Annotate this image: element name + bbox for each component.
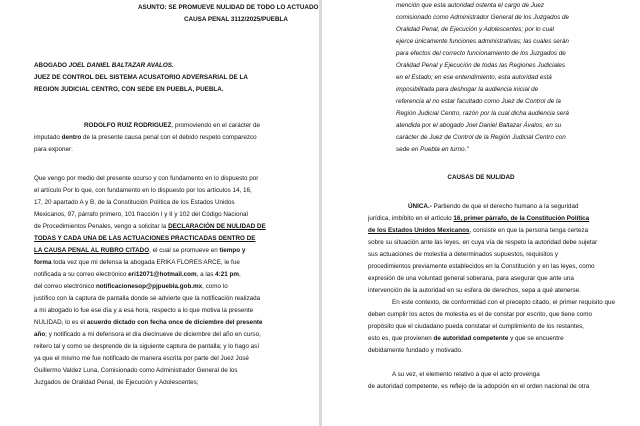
right-line-9: En este contexto, de conformidad con el precepto citado, el primer requisito que <box>392 299 615 306</box>
body-line-1: Que vengo por medio del presente ocurso y con fundamento en lo dispuesto por <box>34 175 259 182</box>
body-text-7b: , el cual se promueve en <box>149 247 220 254</box>
intro-line-2 <box>34 134 257 142</box>
quote-line-4: ejerce únicamente funciones administrativas; las cuales serán <box>396 38 569 45</box>
right-line-15: de autoridad competente, es reflejo de la adopción en el orden nacional de otra <box>368 383 590 390</box>
quote-line-7: en el Estado; en ese entendimiento, esta autoridad está <box>396 74 552 81</box>
body-line-14 <box>34 331 261 339</box>
body-line-5 <box>34 223 266 231</box>
intro-text-1: , promoviendo en el carácter de <box>171 122 261 129</box>
right-text-2a: jurídica, imbíbito en el artículo <box>368 215 454 222</box>
addressee-line-2: JUEZ DE CONTROL DEL SISTEMA ACUSATORIO ADVERSARIAL DE LA <box>34 74 248 81</box>
quote-line-3: Oralidad Penal, de Ejecución y Adolescentes; por lo cual <box>396 26 554 33</box>
right-line-12 <box>368 335 564 343</box>
acuerdo-text: acuerdo dictado con fecha once de diciembre del presente <box>86 319 263 326</box>
quote-line-9: referencia al no estar facultado como Juez de Control de la <box>396 98 561 105</box>
quote-line-11: atendida por el abogado Joel Daniel Baltazar Ávalos, en su <box>396 122 562 129</box>
right-text-12a: esto es, que provienen <box>368 335 434 342</box>
autoridad-competente: de autoridad competente <box>433 335 509 342</box>
body-text-8b: toda vez que mi defensa la abogada ERIKA FLORES ARCE, le fue <box>51 259 240 266</box>
quote-line-5: para efectos del correcto funcionamiento de los Juzgados de <box>396 50 566 57</box>
nulidad-heading-c: LA CAUSA PENAL AL RUBRO CITADO <box>34 247 150 254</box>
quote-line-2: comisionado como Administrador General de los Juzgados de <box>396 14 570 21</box>
left-document-page <box>0 0 319 426</box>
body-text-9e: , <box>238 271 241 278</box>
body-line-17: Guillermo Valdez Luna, Comisionado como Administrador General de los <box>34 367 238 374</box>
body-line-18: Juzgados de Oralidad Penal, de Ejecución y Adolescentes; <box>34 379 199 386</box>
body-text-10a: del correo electrónico <box>34 283 96 290</box>
constitution-ref: de los Estados Unidos Mexicanos <box>368 227 470 234</box>
addressee-line-3: REGION JUDICIAL CENTRO, CON SEDE EN PUEBLA, PUEBLA. <box>34 86 224 93</box>
email-court: notificacionesop@pjpuebla.gob.mx <box>95 283 203 290</box>
right-line-11: propósito que el ciudadano pueda constatar el cumplimiento de los restantes, <box>368 323 584 330</box>
right-line-14: A su vez, el elemento relativo a que el acto provenga <box>392 371 540 378</box>
body-line-4: Mexicanos, 97, párrafo primero, 101 fracción I y II y 102 del Código Nacional <box>34 211 248 218</box>
body-text-5a: de Procedimientos Penales, vengo a solicitar la <box>34 223 169 230</box>
quote-line-12: carácter de Juez de Control de la Región Judicial Centro con <box>396 134 566 141</box>
right-text-1b: Partiendo de que el derecho humano a la seguridad <box>431 203 579 210</box>
body-line-10 <box>34 283 228 291</box>
right-line-1 <box>408 203 578 211</box>
body-line-8 <box>34 259 240 267</box>
right-line-5: sus actuaciones de molestia a determinados supuestos, requisitos y <box>368 251 559 258</box>
nulidad-heading-a: DECLARACIÓN DE NULIDAD DE <box>168 223 266 230</box>
body-line-3: 17, 20 apartado A y B, de la Constitución Política de los Estados Unidos <box>34 199 235 206</box>
email-lawyer: eri12071@hotmail.com <box>128 271 197 278</box>
body-line-7 <box>34 247 245 255</box>
time-text: 4:21 pm <box>215 271 239 278</box>
asunto-line: ASUNTO: SE PROMUEVE NULIDAD DE TODO LO ACTUADO <box>138 4 319 11</box>
quote-line-13: sede en Puebla en turno." <box>396 146 469 153</box>
addressee-line <box>34 62 174 70</box>
body-text-9c: , a las <box>196 271 216 278</box>
unica-label: ÚNICA.- <box>408 203 432 210</box>
body-text-13a: NULIDAD, lo es el <box>34 319 87 326</box>
causa-line: CAUSA PENAL 3112/2025/PUEBLA <box>184 16 288 23</box>
body-line-11: justifico con la captura de pantalla donde se advierte que la notificación realizada <box>34 295 261 302</box>
right-line-4: sobre su situación ante las leyes, en cuya vía de respeto la autoridad debe sujetar <box>368 239 598 246</box>
right-line-10: deben cumplir los actos de molestia es el de constar por escrito, que tiene como <box>368 311 593 318</box>
intro-text-2a: imputado <box>34 134 62 141</box>
right-text-3b: , consiste en que la persona tenga certeza <box>469 227 589 234</box>
body-text-10c: , como lo <box>202 283 228 290</box>
right-line-3 <box>368 227 588 235</box>
right-line-6: procedimientos previamente establecidos en la Constitución y en las leyes, como <box>368 263 595 270</box>
addressee-title: ABOGADO <box>34 62 69 69</box>
forma-text: forma <box>34 259 52 266</box>
right-document-page <box>322 0 640 426</box>
intro-line-3: para exponer: <box>34 146 73 153</box>
body-line-2: el artículo Por lo que, con fundamento en lo dispuesto por los artículos 14, 16, <box>34 187 252 194</box>
body-line-9 <box>34 271 241 279</box>
body-text-14b: ; y notificado a mi defensora el día diecinueve de diciembre del año en curso, <box>45 331 261 338</box>
right-line-13: debidamente fundado y motivado. <box>368 347 463 354</box>
intro-line-1 <box>84 122 260 130</box>
intro-text-2b: dentro <box>61 134 82 141</box>
quote-line-1: mención que esta autoridad ostenta el cargo de Juez <box>396 2 545 9</box>
body-line-6: TODAS Y CADA UNA DE LAS ACTUACIONES PRACTICADAS DENTRO DE <box>34 235 256 242</box>
right-text-12c: y que se encuentre <box>508 335 564 342</box>
right-line-8: intervención de la autoridad en su esfera de derechos, sepa a qué atenerse. <box>368 287 581 294</box>
quote-line-6: Oralidad Penal y Ejecución de todas las Regiones Judiciales <box>396 62 566 69</box>
right-line-7: expresión de una voluntad general soberana, para asegurar que ante una <box>368 275 574 282</box>
body-line-15: reitero tal y como se desprende de la siguiente captura de pantalla; y lo hago así <box>34 343 260 350</box>
anio-text: año <box>34 331 46 338</box>
quote-line-10: Región Judicial Centro, razón por la cual dicha audiencia será <box>396 110 569 117</box>
quote-line-8: imposibilitada para deshogar la audiencia inicial de <box>396 86 539 93</box>
tiempo-text: tiempo y <box>219 247 246 254</box>
addressee-name: JOEL DANIEL BALTAZAR AVALOS. <box>68 62 174 69</box>
body-line-13 <box>34 319 263 327</box>
right-line-2 <box>368 215 589 223</box>
causas-heading: CAUSAS DE NULIDAD <box>447 174 515 181</box>
article-ref: 16, primer párrafo, de la Constitución Política <box>453 215 590 222</box>
body-line-16: ya que el mismo me fue notificado de manera escrita por parte del Juez José <box>34 355 249 362</box>
intro-text-2c: de la presente causa penal con el debido respeto comparezco <box>81 134 257 141</box>
body-text-9a: notificada a su correo electrónico <box>34 271 129 278</box>
body-line-12: a mi abogado lo fue ese día y a esa hora, respecto a lo que motiva la presente <box>34 307 254 314</box>
promovente-name: RODOLFO RUIZ RODRIGUEZ <box>84 122 172 129</box>
